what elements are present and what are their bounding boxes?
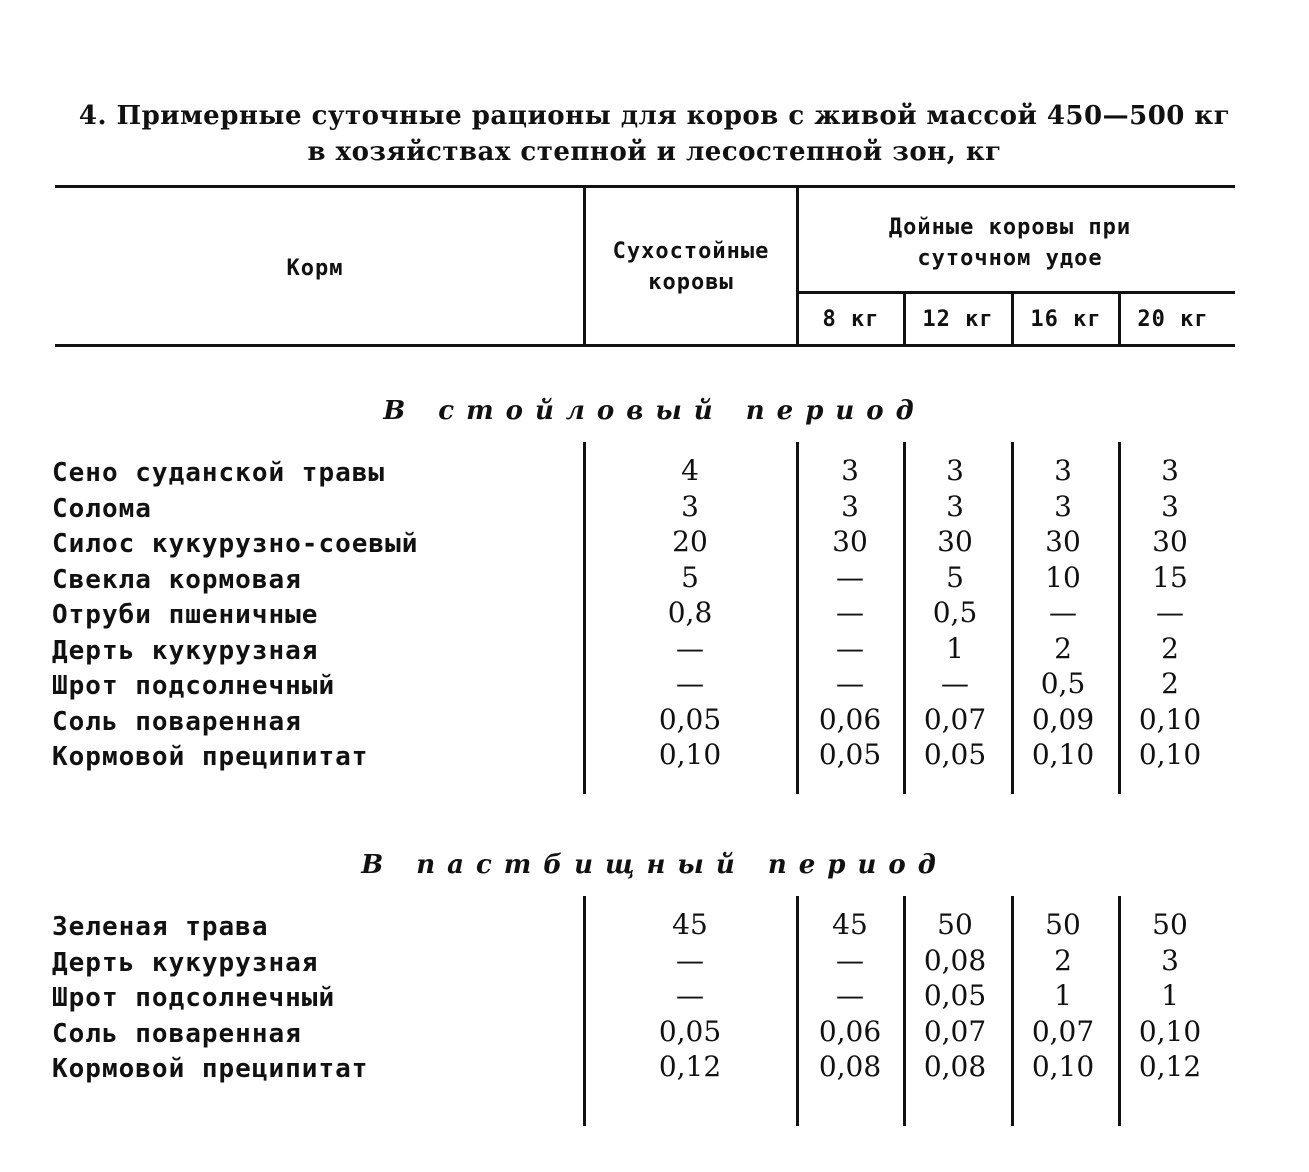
- row-value: 0,10: [1138, 738, 1202, 771]
- row-value: 0,05: [923, 738, 987, 771]
- row-value: 50: [937, 908, 973, 941]
- table-title-line-1: 4. Примерные суточные рационы для коров с живой массой 450—500 кг: [78, 101, 1231, 131]
- row-value: 3: [841, 489, 859, 523]
- row-value: —: [676, 631, 704, 665]
- header-divider: [796, 187, 799, 345]
- row-value: 0,8: [667, 596, 713, 629]
- row-value: 10: [1045, 560, 1081, 594]
- row-feed-name: Силос кукурузно-соевый: [52, 529, 419, 559]
- row-feed-name: Шрот подсолнечный: [52, 671, 336, 701]
- row-feed-name: Дерть кукурузная: [52, 635, 319, 666]
- row-value: 0,10: [1138, 1014, 1202, 1048]
- row-value: —: [676, 943, 704, 977]
- row-value: 0,05: [923, 979, 987, 1012]
- header-yield-8: 8 кг: [822, 307, 880, 332]
- header-divider: [583, 187, 586, 345]
- row-value: 2: [1054, 631, 1072, 665]
- row-value: 2: [1054, 943, 1072, 977]
- row-value: 0,12: [1138, 1050, 1202, 1083]
- row-value: 0,5: [1040, 667, 1086, 700]
- row-value: 0,09: [1031, 702, 1095, 736]
- column-divider: [796, 896, 799, 1126]
- row-value: 30: [832, 525, 868, 558]
- row-value: 2: [1161, 631, 1179, 665]
- row-value: 15: [1152, 560, 1188, 594]
- row-value: 30: [937, 525, 973, 558]
- header-yield-12: 12 кг: [922, 307, 994, 332]
- row-value: 0,08: [923, 1050, 987, 1083]
- row-value: —: [676, 667, 704, 700]
- row-value: —: [836, 596, 864, 629]
- row-value: 45: [832, 908, 868, 941]
- column-divider: [796, 442, 799, 794]
- row-value: 50: [1152, 908, 1188, 941]
- header-bottom-rule: [55, 344, 1235, 347]
- row-value: 0,07: [923, 702, 987, 736]
- row-feed-name: Дерть кукурузная: [52, 947, 319, 978]
- header-divider: [1118, 293, 1121, 345]
- section-title: В стойловый период: [383, 396, 926, 426]
- row-value: 20: [672, 525, 708, 558]
- row-value: 0,05: [658, 1014, 722, 1048]
- row-value: —: [836, 979, 864, 1012]
- header-yield-20: 20 кг: [1137, 307, 1209, 332]
- row-value: 30: [1152, 525, 1188, 558]
- row-value: —: [1156, 596, 1184, 629]
- row-feed-name: Свекла кормовая: [52, 564, 302, 595]
- row-value: 0,05: [658, 702, 722, 736]
- row-value: 3: [1161, 943, 1179, 977]
- row-value: 0,08: [923, 943, 987, 977]
- header-divider: [903, 293, 906, 345]
- table-title-line-2: в хозяйствах степной и лесостепной зон, кг: [307, 137, 1002, 167]
- header-milking-cows: Дойные коровы при суточном удое: [888, 215, 1132, 271]
- row-feed-name: Соль поваренная: [52, 1018, 302, 1049]
- row-value: 3: [1054, 454, 1072, 487]
- section-title: В пастбищный период: [361, 850, 948, 880]
- row-value: 0,08: [818, 1050, 882, 1083]
- row-value: —: [1049, 596, 1077, 629]
- header-top-rule: [55, 185, 1235, 188]
- header-yield-16: 16 кг: [1030, 307, 1102, 332]
- row-value: —: [836, 943, 864, 977]
- row-value: 30: [1045, 525, 1081, 558]
- row-feed-name: Солома: [52, 493, 152, 524]
- row-value: 3: [1161, 454, 1179, 487]
- row-value: 5: [681, 560, 699, 594]
- row-value: 3: [841, 454, 859, 487]
- row-feed-name: Зеленая трава: [52, 912, 269, 942]
- row-value: 0,5: [932, 596, 978, 629]
- row-value: —: [941, 667, 969, 700]
- row-value: 0,10: [658, 738, 722, 771]
- row-value: 0,10: [1031, 1050, 1095, 1083]
- row-value: 50: [1045, 908, 1081, 941]
- row-feed-name: Шрот подсолнечный: [52, 983, 336, 1013]
- row-value: —: [836, 667, 864, 700]
- row-value: 3: [946, 454, 964, 487]
- row-feed-name: Кормовой преципитат: [52, 1054, 369, 1084]
- row-value: —: [836, 631, 864, 665]
- row-value: 5: [946, 560, 964, 594]
- row-value: 1: [1054, 979, 1072, 1012]
- row-value: 0,05: [818, 738, 882, 771]
- row-value: 0,07: [923, 1014, 987, 1048]
- row-value: 1: [1161, 979, 1179, 1012]
- row-value: 3: [1054, 489, 1072, 523]
- row-value: 3: [946, 489, 964, 523]
- row-value: 0,07: [1031, 1014, 1095, 1048]
- row-value: 1: [946, 631, 964, 665]
- row-value: 4: [681, 454, 699, 487]
- row-value: 0,10: [1138, 702, 1202, 736]
- header-feed: Корм: [286, 256, 344, 281]
- row-value: —: [836, 560, 864, 594]
- row-value: 45: [672, 908, 708, 941]
- row-feed-name: Сено суданской травы: [52, 458, 386, 488]
- row-feed-name: Кормовой преципитат: [52, 742, 369, 772]
- header-dry-cows: Сухостойные коровы: [612, 239, 770, 295]
- row-value: —: [676, 979, 704, 1012]
- row-value: 0,06: [818, 1014, 882, 1048]
- row-feed-name: Отруби пшеничные: [52, 600, 319, 630]
- row-value: 0,10: [1031, 738, 1095, 771]
- column-divider: [583, 896, 586, 1126]
- row-value: 0,06: [818, 702, 882, 736]
- row-feed-name: Соль поваренная: [52, 706, 302, 737]
- header-divider: [1011, 293, 1014, 345]
- header-mid-rule: [797, 291, 1235, 294]
- row-value: 3: [1161, 489, 1179, 523]
- column-divider: [583, 442, 586, 794]
- row-value: 0,12: [658, 1050, 722, 1083]
- row-value: 3: [681, 489, 699, 523]
- row-value: 2: [1161, 667, 1179, 700]
